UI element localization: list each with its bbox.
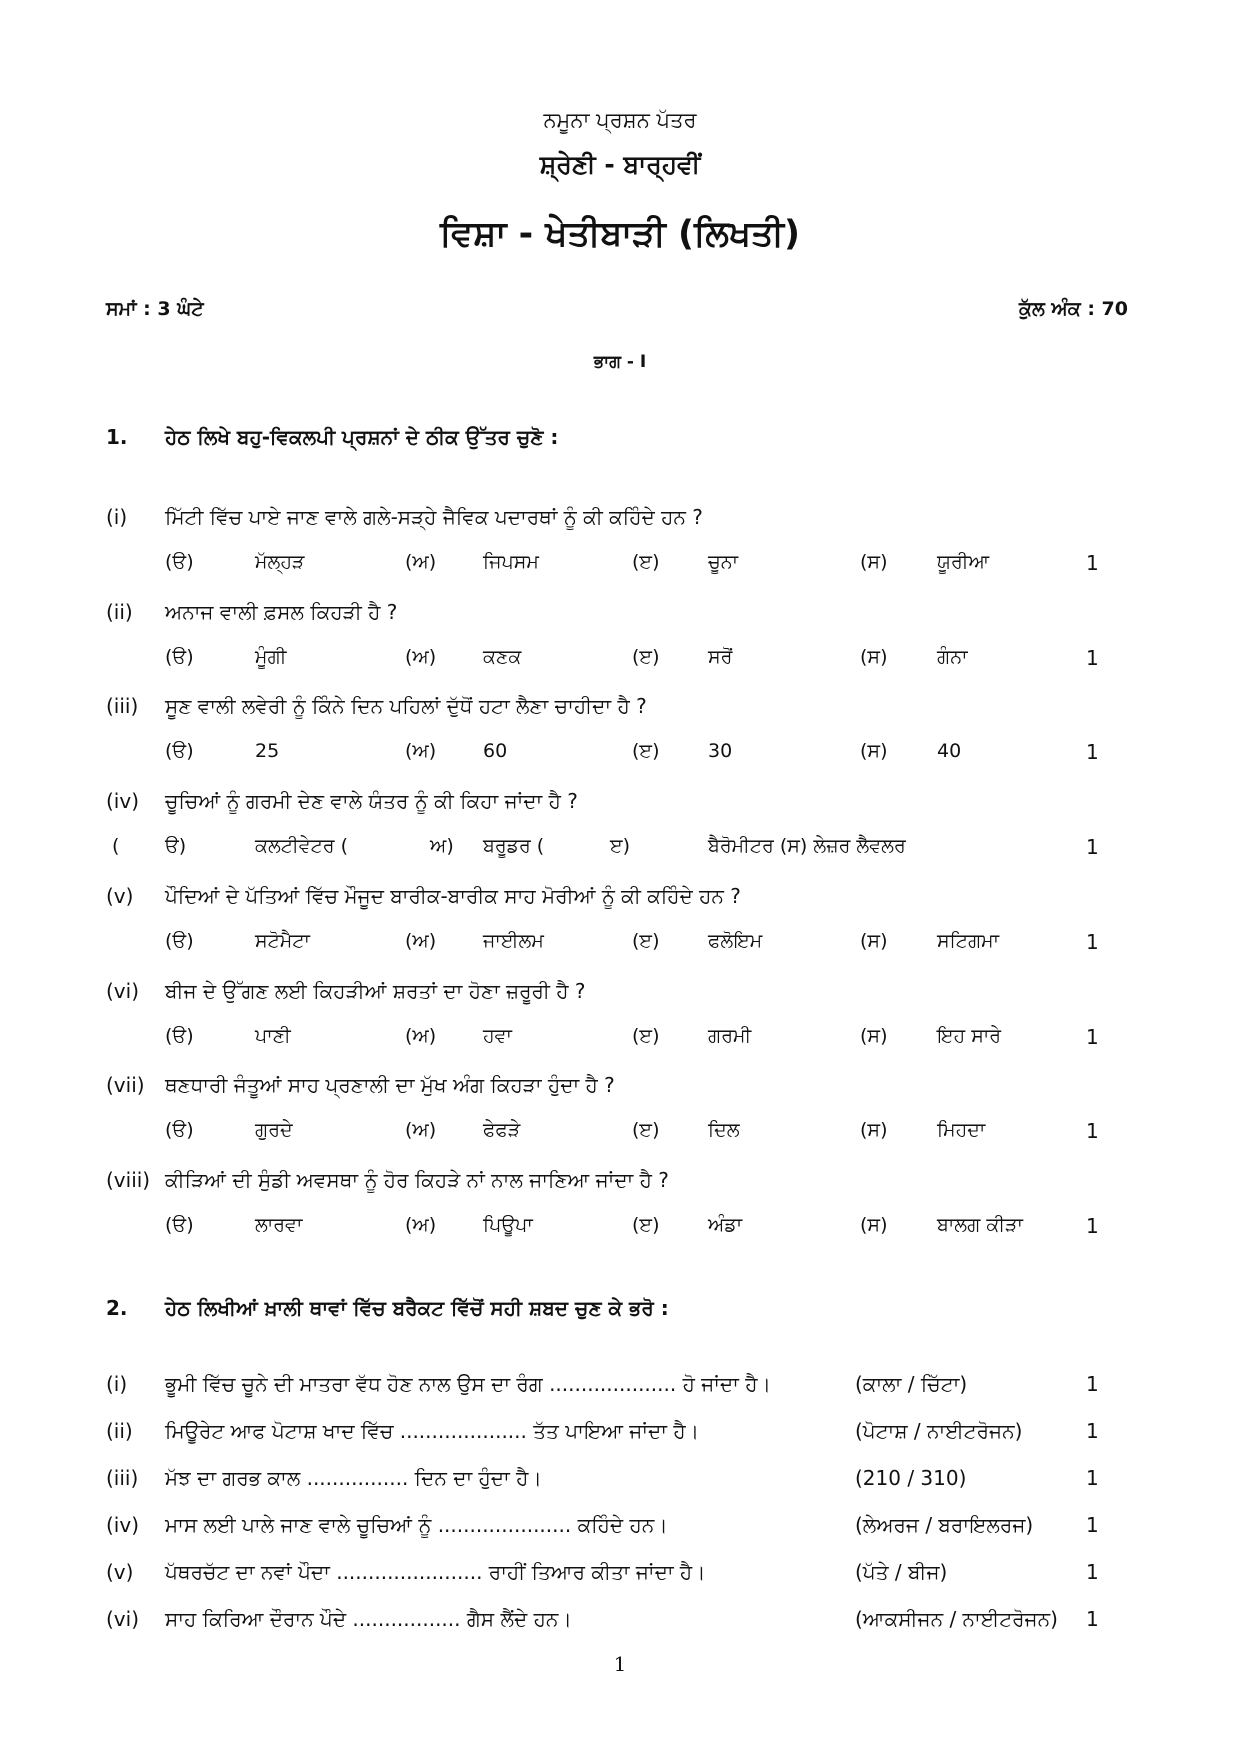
mcq-option-label: (ੳ): [165, 930, 194, 952]
part-label: ਭਾਗ - I: [593, 352, 647, 372]
mcq-option-label: (ਅ): [405, 551, 437, 573]
mcq-option-label: (ਅ): [405, 740, 437, 762]
mcq-option-label: (ੲ): [632, 1025, 660, 1047]
subject-title: ਵਿਸ਼ਾ - ਖੇਤੀਬਾੜੀ (ਲਿਖਤੀ): [440, 214, 800, 254]
fill-blank-number: (vi): [106, 1607, 139, 1631]
mcq-item-number: (iii): [106, 694, 139, 718]
mcq-option-text: ਸਟੋਮੈਟਾ: [255, 930, 310, 952]
mcq-option-label: (ਸ): [860, 1214, 888, 1236]
mcq-option-text: ਗੁਰਦੇ: [255, 1119, 293, 1141]
mcq-option-label: (ੲ): [632, 646, 660, 668]
mcq-option-label: (ੲ): [632, 740, 660, 762]
mcq-item-question: ਚੂਚਿਆਂ ਨੂੰ ਗਰਮੀ ਦੇਣ ਵਾਲੇ ਯੰਤਰ ਨੂੰ ਕੀ ਕਿਹਾ ਜਾਂਦਾ ਹੈ ?: [165, 789, 578, 813]
mcq-item-question: ਸੂਣ ਵਾਲੀ ਲਵੇਰੀ ਨੂੰ ਕਿੰਨੇ ਦਿਨ ਪਹਿਲਾਂ ਦੁੱਧੋਂ ਹਟਾ ਲੈਣਾ ਚਾਹੀਦਾ ਹੈ ?: [165, 694, 647, 718]
mcq-item-question: ਬੀਜ ਦੇ ਉੱਗਣ ਲਈ ਕਿਹੜੀਆਂ ਸ਼ਰਤਾਂ ਦਾ ਹੋਣਾ ਜ਼ਰੂਰੀ ਹੈ ?: [165, 979, 586, 1003]
mcq-option-label: (ੳ): [165, 740, 194, 762]
mcq-option-label: (ੲ): [632, 551, 660, 573]
mcq-option-text: ਕਣਕ: [483, 646, 522, 668]
mcq-option-label: (ਅ): [405, 1119, 437, 1141]
fill-blank-number: (iv): [106, 1513, 139, 1537]
fill-blank-number: (iii): [106, 1466, 139, 1490]
mcq-item-number: (i): [106, 505, 128, 529]
mcq-option-text: ਮੱਲ੍ਹੜ: [255, 551, 305, 573]
mcq-option-text: 40: [937, 740, 962, 762]
mcq-option-text: ਫਲੋਇਮ: [708, 930, 763, 952]
mcq-item-mark: 1: [1086, 1025, 1099, 1049]
mcq-item-mark: 1: [1086, 740, 1099, 764]
mcq-item-question: ਕੀੜਿਆਂ ਦੀ ਸੁੰਡੀ ਅਵਸਥਾ ਨੂੰ ਹੋਰ ਕਿਹੜੇ ਨਾਂ ਨਾਲ ਜਾਣਿਆ ਜਾਂਦਾ ਹੈ ?: [165, 1168, 669, 1192]
mcq-option-label: (ਸ): [860, 1025, 888, 1047]
mcq-option-label: (ਅ): [405, 646, 437, 668]
fill-blank-mark: 1: [1086, 1372, 1099, 1396]
mcq-option-label: (ੲ): [632, 930, 660, 952]
mcq-option-text: ਬਾਲਗ ਕੀੜਾ: [937, 1214, 1023, 1236]
mcq-option-label: (ਅ): [405, 930, 437, 952]
mcq-option-text: ਹਵਾ: [483, 1025, 512, 1047]
mcq-item-mark: 1: [1086, 835, 1099, 859]
mcq-option-text: ਪਿਊਪਾ: [483, 1214, 533, 1236]
mcq-item-question: ਪੌਦਿਆਂ ਦੇ ਪੱਤਿਆਂ ਵਿੱਚ ਮੌਜੂਦ ਬਾਰੀਕ-ਬਾਰੀਕ ਸਾਹ ਮੋਰੀਆਂ ਨੂੰ ਕੀ ਕਹਿੰਦੇ ਹਨ ?: [165, 884, 741, 908]
mcq-item-number: (ii): [106, 600, 133, 624]
fill-blank-mark: 1: [1086, 1513, 1099, 1537]
q1-number: 1.: [106, 425, 128, 449]
mcq-option-label: ਬਰੂਡਰ (: [483, 835, 545, 857]
mcq-option-text: ਮਿਹਦਾ: [937, 1119, 986, 1141]
fill-blank-choice: (ਪੱਤੇ / ਬੀਜ): [855, 1560, 948, 1584]
mcq-item-number: (vi): [106, 979, 139, 1003]
q2-number: 2.: [106, 1296, 128, 1320]
mcq-option-label: (ੳ): [165, 551, 194, 573]
mcq-option-text: ੳ): [165, 835, 187, 857]
mcq-option-text: ਦਿਲ: [708, 1119, 740, 1141]
time-allowed: ਸਮਾਂ : 3 ਘੰਟੇ: [106, 298, 204, 320]
mcq-option-label: (ਸ): [860, 740, 888, 762]
mcq-item-number: (viii): [106, 1168, 151, 1192]
mcq-option-text: ਸਰੋਂ: [708, 646, 733, 668]
q2-heading: ਹੇਠ ਲਿਖੀਆਂ ਖ਼ਾਲੀ ਥਾਵਾਂ ਵਿੱਚ ਬਰੈਕਟ ਵਿੱਚੋਂ ਸਹੀ ਸ਼ਬਦ ਚੁਣ ਕੇ ਭਰੋ :: [165, 1296, 669, 1320]
mcq-option-label: ਬੈਰੋਮੀਟਰ (ਸ) ਲੇਜ਼ਰ ਲੈਵਲਰ: [708, 835, 906, 857]
fill-blank-number: (ii): [106, 1419, 133, 1443]
mcq-option-text: ਗੰਨਾ: [937, 646, 968, 668]
mcq-option-text: 25: [255, 740, 280, 762]
mcq-option-text: ੲ): [610, 835, 631, 857]
mcq-item-mark: 1: [1086, 1214, 1099, 1238]
mcq-option-text: ਜਾਈਲਮ: [483, 930, 544, 952]
mcq-option-label: (ਅ): [405, 1214, 437, 1236]
mcq-option-label: (ੳ): [165, 1119, 194, 1141]
mcq-item-mark: 1: [1086, 930, 1099, 954]
fill-blank-mark: 1: [1086, 1466, 1099, 1490]
fill-blank-sentence: ਭੂਮੀ ਵਿੱਚ ਚੂਨੇ ਦੀ ਮਾਤਰਾ ਵੱਧ ਹੋਣ ਨਾਲ ਉਸ ਦਾ ਰੰਗ .................... ਹੋ ਜਾਂਦਾ ਹੈ।: [165, 1372, 772, 1396]
mcq-option-label: ਕਲਟੀਵੇਟਰ (: [255, 835, 349, 857]
fill-blank-sentence: ਮੱਝ ਦਾ ਗਰਭ ਕਾਲ ................ ਦਿਨ ਦਾ ਹੁੰਦਾ ਹੈ।: [165, 1466, 542, 1490]
mcq-option-text: ਇਹ ਸਾਰੇ: [937, 1025, 1002, 1047]
class-title: ਸ਼੍ਰੇਣੀ - ਬਾਰ੍ਹਵੀਂ: [539, 150, 701, 179]
mcq-option-label: (ੲ): [632, 1119, 660, 1141]
mcq-option-text: ਲਾਰਵਾ: [255, 1214, 303, 1236]
mcq-option-text: ਚੂਨਾ: [708, 551, 739, 573]
mcq-option-label: (ਸ): [860, 930, 888, 952]
total-marks: ਕੁੱਲ ਅੰਕ : 70: [1019, 298, 1128, 320]
mcq-option-text: ਪਾਣੀ: [255, 1025, 291, 1047]
fill-blank-choice: (ਕਾਲਾ / ਚਿੱਟਾ): [855, 1372, 968, 1396]
fill-blank-choice: (210 / 310): [855, 1466, 967, 1490]
fill-blank-mark: 1: [1086, 1560, 1099, 1584]
mcq-item-mark: 1: [1086, 1119, 1099, 1143]
mcq-item-number: (v): [106, 884, 134, 908]
fill-blank-mark: 1: [1086, 1419, 1099, 1443]
fill-blank-choice: (ਲੇਅਰਜ / ਬਰਾਇਲਰਜ): [855, 1513, 1034, 1537]
mcq-option-text: ਸਟਿਗਮਾ: [937, 930, 1000, 952]
mcq-option-label: (ੲ): [632, 1214, 660, 1236]
mcq-option-text: ਜਿਪਸਮ: [483, 551, 539, 573]
mcq-item-question: ਅਨਾਜ ਵਾਲੀ ਫ਼ਸਲ ਕਿਹੜੀ ਹੈ ?: [165, 600, 398, 624]
mcq-option-label: (ਸ): [860, 646, 888, 668]
mcq-option-text: ਯੂਰੀਆ: [937, 551, 990, 573]
mcq-option-text: ਅੰਡਾ: [708, 1214, 743, 1236]
q1-heading: ਹੇਠ ਲਿਖੇ ਬਹੁ-ਵਿਕਲਪੀ ਪ੍ਰਸ਼ਨਾਂ ਦੇ ਠੀਕ ਉੱਤਰ ਚੁਣੋ :: [165, 425, 559, 449]
fill-blank-number: (v): [106, 1560, 134, 1584]
mcq-item-question: ਮਿੱਟੀ ਵਿੱਚ ਪਾਏ ਜਾਣ ਵਾਲੇ ਗਲੇ-ਸੜ੍ਹੇ ਜੈਵਿਕ ਪਦਾਰਥਾਂ ਨੂੰ ਕੀ ਕਹਿੰਦੇ ਹਨ ?: [165, 505, 703, 529]
mcq-option-text: ਫੇਫੜੇ: [483, 1119, 521, 1141]
fill-blank-number: (i): [106, 1372, 128, 1396]
paper-type: ਨਮੂਨਾ ਪ੍ਰਸ਼ਨ ਪੱਤਰ: [543, 108, 697, 132]
mcq-option-text: ਅ): [430, 835, 454, 857]
fill-blank-sentence: ਸਾਹ ਕਿਰਿਆ ਦੌਰਾਨ ਪੌਦੇ ................. ਗੈਸ ਲੈਂਦੇ ਹਨ।: [165, 1607, 572, 1631]
fill-blank-sentence: ਮਿਊਰੇਟ ਆਫ ਪੋਟਾਸ਼ ਖਾਦ ਵਿੱਚ .................... ਤੱਤ ਪਾਇਆ ਜਾਂਦਾ ਹੈ।: [165, 1419, 700, 1443]
mcq-option-label: (ੳ): [165, 1025, 194, 1047]
mcq-option-text: 30: [708, 740, 733, 762]
fill-blank-mark: 1: [1086, 1607, 1099, 1631]
fill-blank-choice: (ਪੋਟਾਸ਼ / ਨਾਈਟਰੋਜਨ): [855, 1419, 1023, 1443]
mcq-option-text: ਗਰਮੀ: [708, 1025, 752, 1047]
mcq-option-label: (ੳ): [165, 646, 194, 668]
mcq-item-mark: 1: [1086, 646, 1099, 670]
mcq-item-mark: 1: [1086, 551, 1099, 575]
mcq-option-label: (: [112, 835, 120, 857]
mcq-item-number: (iv): [106, 789, 139, 813]
fill-blank-sentence: ਪੱਥਰਚੱਟ ਦਾ ਨਵਾਂ ਪੌਦਾ ....................... ਰਾਹੀਂ ਤਿਆਰ ਕੀਤਾ ਜਾਂਦਾ ਹੈ।: [165, 1560, 706, 1584]
fill-blank-choice: (ਆਕਸੀਜਨ / ਨਾਈਟਰੋਜਨ): [855, 1607, 1058, 1631]
mcq-option-label: (ੳ): [165, 1214, 194, 1236]
fill-blank-sentence: ਮਾਸ ਲਈ ਪਾਲੇ ਜਾਣ ਵਾਲੇ ਚੂਚਿਆਂ ਨੂੰ ..................... ਕਹਿੰਦੇ ਹਨ।: [165, 1513, 668, 1537]
mcq-item-number: (vii): [106, 1073, 145, 1097]
mcq-option-label: (ਸ): [860, 1119, 888, 1141]
mcq-option-text: ਮੂੰਗੀ: [255, 646, 287, 668]
mcq-option-label: (ਸ): [860, 551, 888, 573]
mcq-option-label: (ਅ): [405, 1025, 437, 1047]
mcq-option-text: 60: [483, 740, 508, 762]
page-number: 1: [613, 1652, 627, 1676]
mcq-item-question: ਥਣਧਾਰੀ ਜੰਤੂਆਂ ਸਾਹ ਪ੍ਰਣਾਲੀ ਦਾ ਮੁੱਖ ਅੰਗ ਕਿਹੜਾ ਹੁੰਦਾ ਹੈ ?: [165, 1073, 615, 1097]
